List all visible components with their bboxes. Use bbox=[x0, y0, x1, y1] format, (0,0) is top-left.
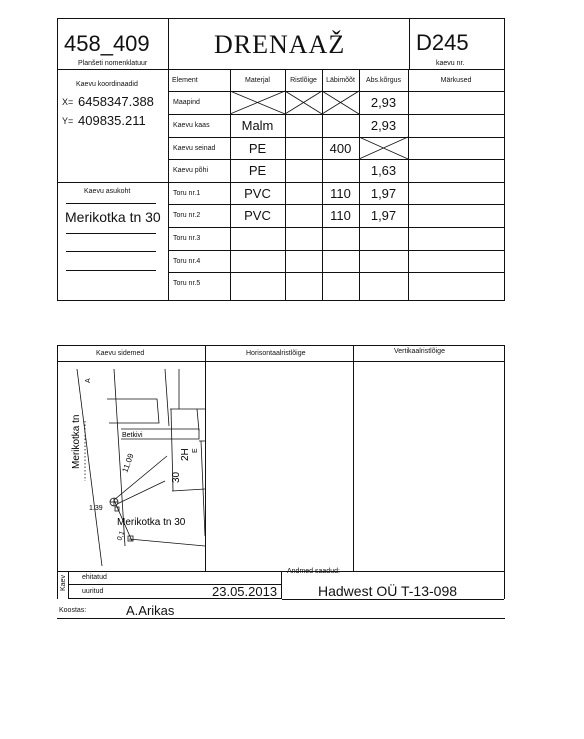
well-label: Kaev bbox=[60, 575, 67, 591]
compiled-label: Koostas: bbox=[59, 607, 87, 614]
row-material: PE bbox=[248, 163, 267, 178]
row-material: PVC bbox=[244, 208, 271, 223]
sketch-building-sub: E bbox=[192, 448, 199, 453]
row-height: 2,93 bbox=[370, 118, 397, 133]
row-element: Toru nr.3 bbox=[173, 235, 201, 242]
th-diameter: Läbimõõt bbox=[326, 76, 355, 84]
built-label: ehitatud bbox=[82, 574, 107, 581]
row-element: Toru nr.2 bbox=[173, 212, 201, 219]
sketch-street-label-2: Merikotka tn 30 bbox=[117, 517, 186, 528]
sketch-side-mark: 0,1 bbox=[116, 530, 127, 542]
sketch-street-label: Merikotka tn bbox=[71, 414, 82, 469]
vertical-header: Vertikaalristlõige bbox=[394, 348, 445, 355]
row-material: PVC bbox=[244, 185, 271, 201]
sketch-elev-label: 1.39 bbox=[89, 505, 103, 512]
th-cross: Ristlõige bbox=[290, 76, 317, 84]
sketch-stone-label: Betkivi bbox=[122, 432, 143, 439]
compiled-value: A.Arikas bbox=[126, 603, 175, 618]
row-element: Kaevu seinad bbox=[173, 144, 216, 152]
row-height: 1,97 bbox=[370, 208, 397, 223]
row-diameter: 400 bbox=[329, 140, 352, 156]
th-height: Abs.kõrgus bbox=[365, 76, 402, 84]
sketch-dim-label: 11.09 bbox=[120, 452, 136, 474]
row-element: Kaevu põhi bbox=[173, 167, 209, 174]
data-from-value: Hadwest OÜ T-13-098 bbox=[318, 583, 458, 599]
row-diameter: 110 bbox=[330, 185, 351, 201]
surveyed-date: 23.05.2013 bbox=[212, 584, 278, 599]
sheet-caption: Planšeti nomenklatuur bbox=[78, 60, 148, 67]
th-material: Materjal bbox=[245, 76, 270, 84]
row-element: Maapind bbox=[173, 99, 200, 106]
row-diameter: 110 bbox=[330, 208, 351, 223]
row-material: Malm bbox=[241, 118, 274, 133]
x-label: X= bbox=[62, 97, 74, 107]
location-sketch bbox=[57, 361, 205, 571]
row-height: 2,93 bbox=[370, 95, 397, 110]
row-element: Toru nr.1 bbox=[173, 189, 201, 197]
well-number: D245 bbox=[416, 30, 469, 55]
horizontal-header: Horisontaalristlõige bbox=[246, 350, 306, 357]
x-value: 6458347.388 bbox=[78, 94, 154, 109]
th-element: Element bbox=[172, 76, 198, 84]
y-value: 409835.211 bbox=[78, 113, 146, 128]
sketch-building-label: 2H bbox=[180, 448, 191, 461]
row-element: Toru nr.4 bbox=[173, 257, 201, 265]
location-value: Merikotka tn 30 bbox=[65, 209, 161, 225]
location-caption: Kaevu asukoht bbox=[84, 188, 131, 195]
data-from-label: Andmed saadud: bbox=[287, 568, 340, 575]
row-material: PE bbox=[248, 140, 267, 156]
sketch-arrow-label: A bbox=[85, 378, 92, 383]
row-height: 1,63 bbox=[370, 163, 397, 178]
row-height: 1,97 bbox=[370, 185, 397, 201]
row-element: Toru nr.5 bbox=[173, 280, 201, 287]
y-label: Y= bbox=[62, 116, 74, 126]
coordinates-caption: Kaevu koordinaadid bbox=[76, 81, 138, 88]
surveyed-label: uuritud bbox=[82, 588, 104, 595]
sheet-number: 458_409 bbox=[64, 31, 150, 56]
links-header: Kaevu sidemed bbox=[96, 350, 145, 357]
sketch-number-30: 30 bbox=[171, 471, 182, 483]
row-element: Kaevu kaas bbox=[173, 122, 210, 129]
th-notes: Märkused bbox=[440, 76, 472, 84]
form-title: DRENAAŽ bbox=[214, 30, 346, 59]
well-caption: kaevu nr. bbox=[436, 60, 465, 67]
